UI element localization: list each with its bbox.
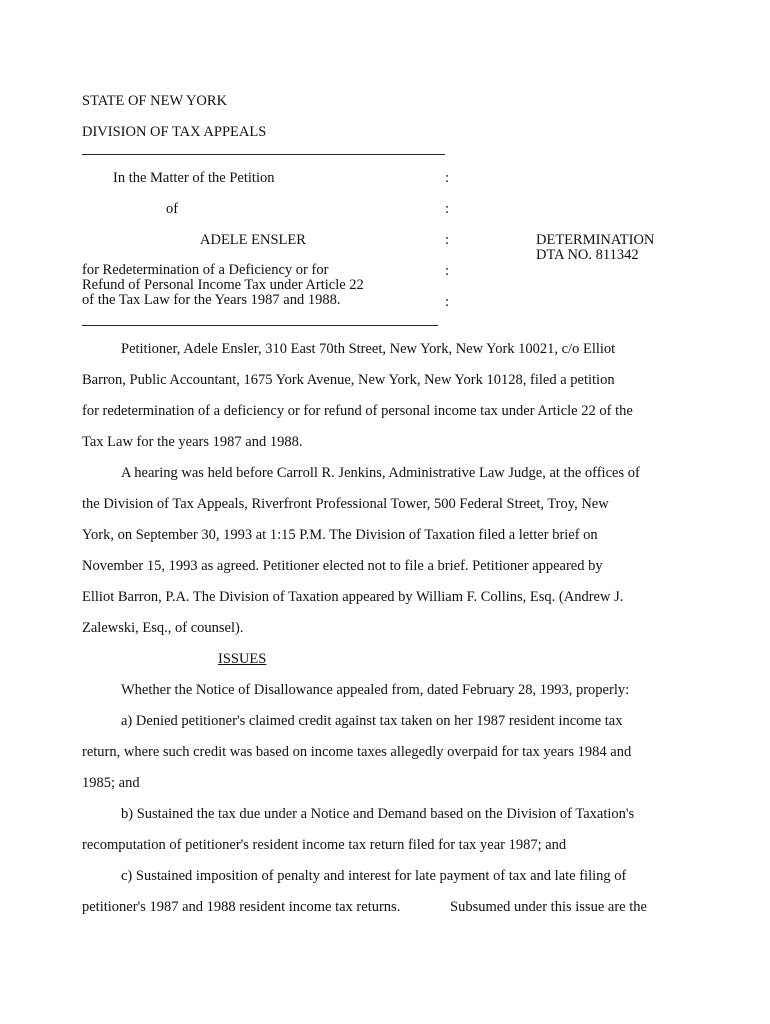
caption-for-line-2: Refund of Personal Income Tax under Article 22 — [82, 277, 364, 293]
paragraph-2-line-3: York, on September 30, 1993 at 1:15 P.M. The Division of Taxation filed a letter brief on — [82, 527, 598, 543]
issue-b-line-1: b) Sustained the tax due under a Notice and Demand based on the Division of Taxation's — [121, 806, 635, 822]
state-heading: STATE OF NEW YORK — [82, 93, 228, 109]
paragraph-1-line-3: for redetermination of a deficiency or for refund of personal income tax under Article 22 of the — [82, 403, 633, 419]
paragraph-1-line-1: Petitioner, Adele Ensler, 310 East 70th Street, New York, New York 10021, c/o Elliot — [121, 341, 616, 357]
issue-a-line-3: 1985; and — [82, 775, 140, 791]
caption-petitioner: ADELE ENSLER — [200, 232, 306, 248]
caption-for-line-3: of the Tax Law for the Years 1987 and 1988. — [82, 292, 341, 308]
issue-a-line-2: return, where such credit was based on income taxes allegedly overpaid for tax years 1984 and — [82, 744, 632, 760]
caption-matter: In the Matter of the Petition — [113, 170, 275, 186]
paragraph-2-line-6: Zalewski, Esq., of counsel). — [82, 620, 244, 636]
dta-number: DTA NO. 811342 — [536, 247, 639, 263]
issue-c-line-2b: Subsumed under this issue are the — [450, 899, 647, 915]
caption-colon-3: : — [445, 232, 450, 248]
caption-of: of — [166, 201, 179, 217]
caption-colon-1: : — [445, 170, 450, 186]
issues-heading: ISSUES — [218, 651, 267, 667]
paragraph-2-line-2: the Division of Tax Appeals, Riverfront Professional Tower, 500 Federal Street, Troy, New — [82, 496, 609, 512]
caption-for-line-1: for Redetermination of a Deficiency or for — [82, 262, 329, 278]
issue-c-line-2a: petitioner's 1987 and 1988 resident income tax returns. — [82, 899, 401, 915]
paragraph-2-line-4: November 15, 1993 as agreed. Petitioner elected not to file a brief. Petitioner appeared by — [82, 558, 603, 574]
caption-colon-4: : — [445, 263, 450, 279]
caption-colon-2: : — [445, 201, 450, 217]
issue-a-line-1: a) Denied petitioner's claimed credit against tax taken on her 1987 resident income tax — [121, 713, 623, 729]
paragraph-2-line-1: A hearing was held before Carroll R. Jenkins, Administrative Law Judge, at the offices of — [121, 465, 640, 481]
paragraph-1-line-2: Barron, Public Accountant, 1675 York Avenue, New York, New York 10128, filed a petition — [82, 372, 615, 388]
paragraph-2-line-5: Elliot Barron, P.A. The Division of Taxation appeared by William F. Collins, Esq. (Andrew J. — [82, 589, 624, 605]
determination-label: DETERMINATION — [536, 232, 655, 248]
division-heading: DIVISION OF TAX APPEALS — [82, 124, 267, 140]
paragraph-1-line-4: Tax Law for the years 1987 and 1988. — [82, 434, 303, 450]
issue-b-line-2: recomputation of petitioner's resident income tax return filed for tax year 1987; and — [82, 837, 567, 853]
issue-c-line-1: c) Sustained imposition of penalty and interest for late payment of tax and late filing of — [121, 868, 627, 884]
caption-colon-5: : — [445, 294, 450, 310]
issue-question: Whether the Notice of Disallowance appealed from, dated February 28, 1993, properly: — [121, 682, 630, 698]
caption-top-rule — [82, 154, 445, 155]
caption-bottom-rule — [82, 325, 438, 326]
